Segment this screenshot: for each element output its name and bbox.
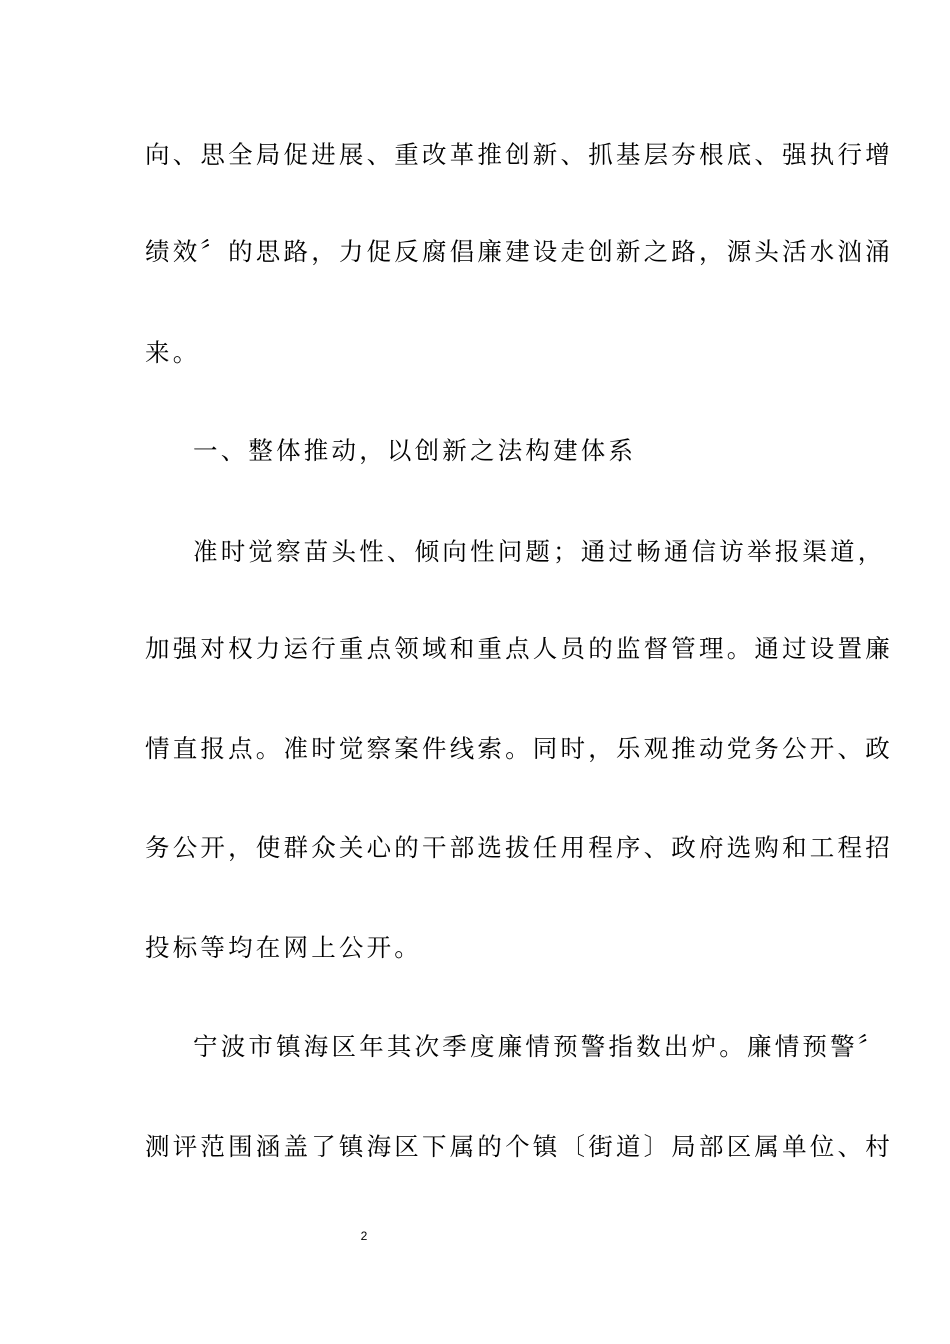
text-line: 测评范围涵盖了镇海区下属的个镇〔街道〕局部区属单位、村 [145, 1132, 893, 1161]
text-line: 来。 [145, 338, 201, 367]
text-line: 务公开，使群众关心的干部选拔任用程序、政府选购和工程招 [145, 833, 893, 862]
text-line: 宁波市镇海区年其次季度廉情预警指数出炉。廉情预警〞 [193, 1032, 886, 1061]
text-line: 向、思全局促进展、重改革推创新、抓基层夯根底、强执行增 [145, 140, 893, 169]
text-line: 情直报点。准时觉察案件线索。同时，乐观推动党务公开、政 [145, 734, 893, 763]
text-line: 准时觉察苗头性、倾向性问题；通过畅通信访举报渠道， [193, 537, 886, 566]
text-line: 绩效〞的思路，力促反腐倡廉建设走创新之路，源头活水汹涌 [145, 237, 893, 266]
page-number: 2 [360, 1229, 368, 1243]
text-line: 投标等均在网上公开。 [145, 933, 422, 962]
text-line: 加强对权力运行重点领域和重点人员的监督管理。通过设置廉 [145, 634, 893, 663]
section-heading: 一、整体推动，以创新之法构建体系 [193, 436, 637, 465]
